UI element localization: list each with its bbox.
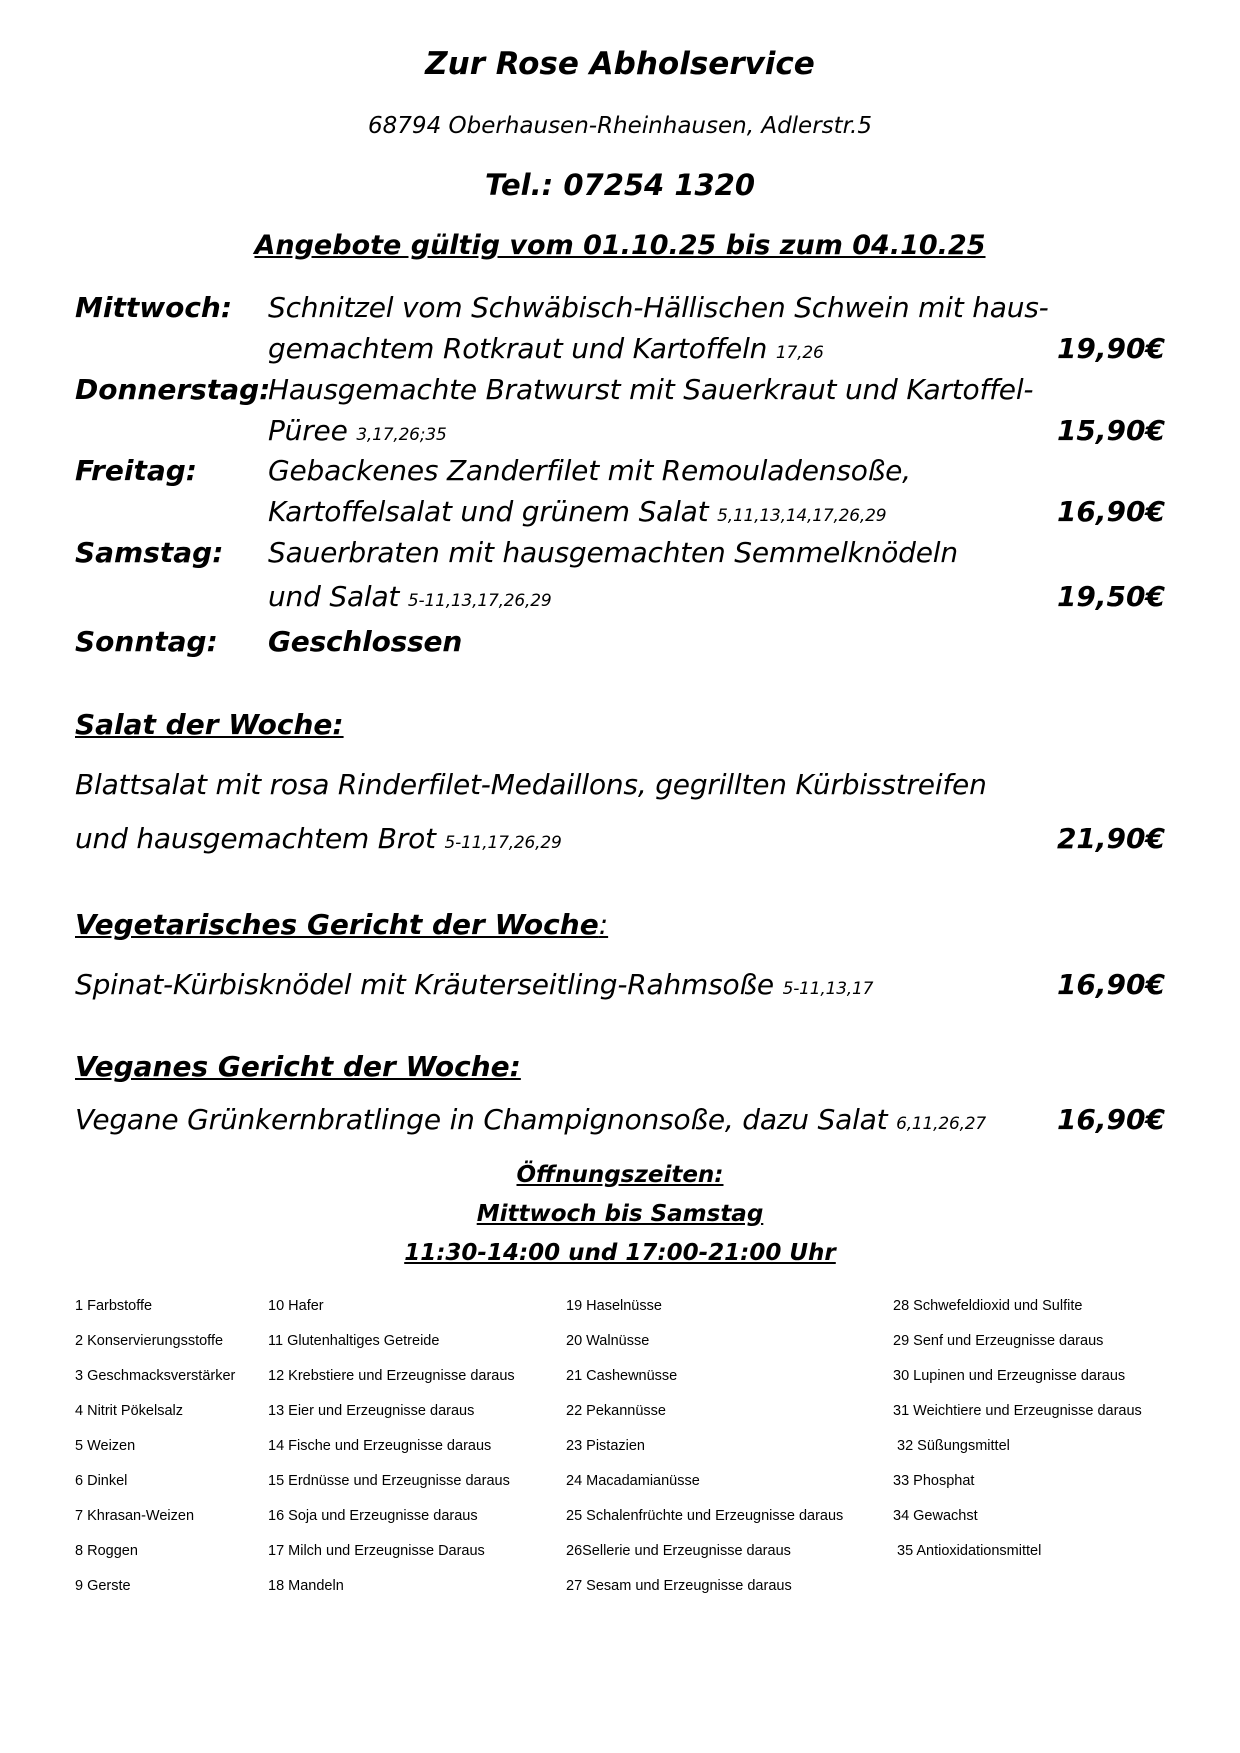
price-saturday: 19,50€ [1056, 580, 1165, 613]
allergen-item: 8 Roggen [75, 1543, 138, 1559]
allergen-codes: 5-11,13,17 [782, 979, 874, 999]
allergen-item: 15 Erdnüsse und Erzeugnisse daraus [268, 1473, 510, 1489]
vegetarian-dish: Spinat-Kürbisknödel mit Kräuterseitling-Rahmsoße 5-11,13,17 [75, 968, 874, 1001]
opening-hours-title: Öffnungszeiten: [516, 1162, 724, 1188]
allergen-item: 31 Weichtiere und Erzeugnisse daraus [893, 1403, 1142, 1419]
allergen-item: 20 Walnüsse [566, 1333, 650, 1349]
allergen-item: 13 Eier und Erzeugnisse daraus [268, 1403, 475, 1419]
allergen-codes: 6,11,26,27 [896, 1114, 987, 1134]
price-thursday: 15,90€ [1056, 414, 1165, 447]
dish-thursday-line1: Hausgemachte Bratwurst mit Sauerkraut und Kartoffel- [268, 373, 1034, 406]
day-label-thursday: Donnerstag: [75, 373, 271, 406]
price-friday: 16,90€ [1056, 495, 1165, 528]
allergen-item: 1 Farbstoffe [75, 1298, 153, 1314]
allergen-item: 9 Gerste [75, 1578, 131, 1594]
allergen-item: 27 Sesam und Erzeugnisse daraus [566, 1578, 792, 1594]
dish-friday-line2: Kartoffelsalat und grünem Salat 5,11,13,14,17,26,29 [268, 495, 887, 528]
allergen-item: 21 Cashewnüsse [566, 1368, 678, 1384]
opening-days: Mittwoch bis Samstag [476, 1201, 764, 1227]
dish-thursday-line2: Püree 3,17,26;35 [268, 414, 447, 447]
salad-heading: Salat der Woche: [75, 708, 344, 741]
allergen-item: 35 Antioxidationsmittel [893, 1543, 1042, 1559]
vegan-price: 16,90€ [1056, 1103, 1165, 1136]
allergen-item: 14 Fische und Erzeugnisse daraus [268, 1438, 492, 1454]
day-label-saturday: Samstag: [75, 536, 224, 569]
price-wednesday: 19,90€ [1056, 332, 1165, 365]
allergen-item: 34 Gewachst [893, 1508, 978, 1524]
dish-wednesday-line2: gemachtem Rotkraut und Kartoffeln 17,26 [268, 332, 824, 365]
allergen-item: 19 Haselnüsse [566, 1298, 662, 1314]
dish-saturday-line1: Sauerbraten mit hausgemachten Semmelknödeln [268, 536, 958, 569]
salad-price: 21,90€ [1056, 822, 1165, 855]
day-label-wednesday: Mittwoch: [75, 291, 233, 324]
dish-wednesday-line1: Schnitzel vom Schwäbisch-Hällischen Schwein mit haus- [268, 291, 1049, 324]
allergen-item: 29 Senf und Erzeugnisse daraus [893, 1333, 1104, 1349]
allergen-item: 6 Dinkel [75, 1473, 128, 1489]
day-label-sunday: Sonntag: [75, 625, 218, 658]
allergen-codes: 5,11,13,14,17,26,29 [717, 506, 887, 526]
dish-saturday-line2: und Salat 5-11,13,17,26,29 [268, 580, 552, 613]
allergen-item: 2 Konservierungsstoffe [75, 1333, 224, 1349]
allergen-item: 18 Mandeln [268, 1578, 344, 1594]
allergen-codes: 17,26 [775, 343, 824, 363]
allergen-item: 25 Schalenfrüchte und Erzeugnisse daraus [566, 1508, 844, 1524]
page-title: Zur Rose Abholservice [425, 46, 815, 82]
salad-line1: Blattsalat mit rosa Rinderfilet-Medaillons, gegrillten Kürbisstreifen [75, 768, 987, 801]
day-label-friday: Freitag: [75, 454, 197, 487]
allergen-codes: 5-11,17,26,29 [444, 833, 562, 853]
allergen-item: 28 Schwefeldioxid und Sulfite [893, 1298, 1083, 1314]
allergen-item: 12 Krebstiere und Erzeugnisse daraus [268, 1368, 515, 1384]
vegan-dish: Vegane Grünkernbratlinge in Champignonsoße, dazu Salat 6,11,26,27 [75, 1103, 987, 1136]
allergen-item: 4 Nitrit Pökelsalz [75, 1403, 183, 1419]
allergen-item: 11 Glutenhaltiges Getreide [268, 1333, 440, 1349]
allergen-item: 23 Pistazien [566, 1438, 645, 1454]
phone-number: Tel.: 07254 1320 [484, 168, 756, 202]
allergen-item: 3 Geschmacksverstärker [75, 1368, 236, 1384]
address: 68794 Oberhausen-Rheinhausen, Adlerstr.5 [368, 113, 872, 139]
salad-line2: und hausgemachtem Brot 5-11,17,26,29 [75, 822, 562, 855]
vegan-heading: Veganes Gericht der Woche: [75, 1050, 521, 1083]
dish-friday-line1: Gebackenes Zanderfilet mit Remouladensoße, [268, 454, 911, 487]
allergen-item: 5 Weizen [75, 1438, 136, 1454]
allergen-codes: 5-11,13,17,26,29 [407, 591, 552, 611]
allergen-item: 32 Süßungsmittel [893, 1438, 1010, 1454]
allergen-item: 22 Pekannüsse [566, 1403, 666, 1419]
validity-notice: Angebote gültig vom 01.10.25 bis zum 04.10.25 [254, 230, 986, 261]
opening-hours: 11:30-14:00 und 17:00-21:00 Uhr [404, 1240, 836, 1266]
allergen-item: 26Sellerie und Erzeugnisse daraus [566, 1543, 791, 1559]
allergen-item: 24 Macadamianüsse [566, 1473, 700, 1489]
allergen-item: 10 Hafer [268, 1298, 324, 1314]
vegetarian-heading: Vegetarisches Gericht der Woche: [75, 908, 609, 941]
vegetarian-price: 16,90€ [1056, 968, 1165, 1001]
allergen-codes: 3,17,26;35 [356, 425, 447, 445]
sunday-closed-label: Geschlossen [268, 625, 463, 658]
allergen-item: 7 Khrasan-Weizen [75, 1508, 195, 1524]
allergen-item: 33 Phosphat [893, 1473, 975, 1489]
allergen-item: 30 Lupinen und Erzeugnisse daraus [893, 1368, 1126, 1384]
allergen-item: 17 Milch und Erzeugnisse Daraus [268, 1543, 485, 1559]
allergen-item: 16 Soja und Erzeugnisse daraus [268, 1508, 478, 1524]
